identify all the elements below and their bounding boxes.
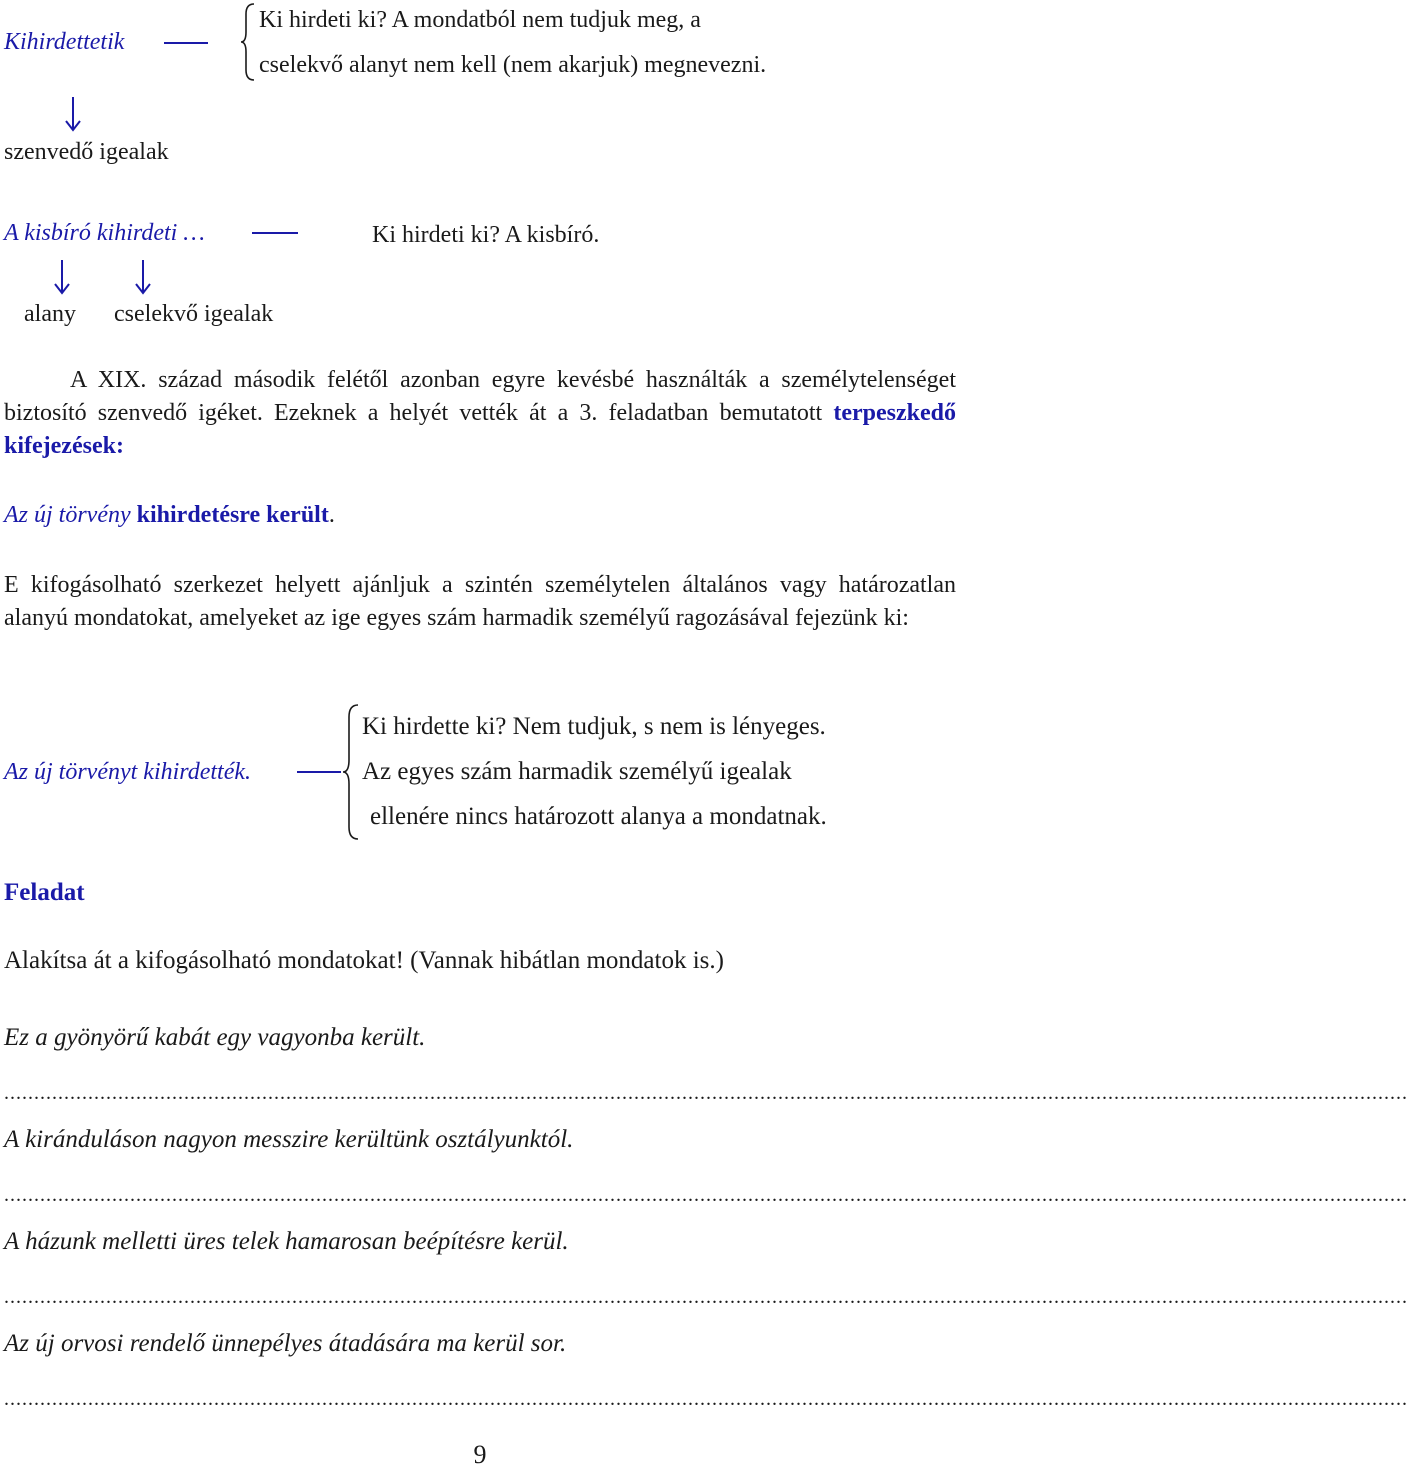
task-instruction: Alakítsa át a kifogásolható mondatokat! (Vannak hibátlan mondatok is.) [4, 947, 724, 974]
arrow-down-icon [133, 259, 153, 295]
brace-line-2: Az egyes szám harmadik személyű igealak [362, 758, 792, 785]
sentence-kihirdettek: Az új törvényt kihirdették. [4, 759, 252, 785]
task-heading: Feladat [4, 879, 85, 906]
answer-line[interactable]: .......................................................................................................................................................................................................................................... [4, 1286, 1408, 1308]
arrow-down-icon [63, 96, 83, 132]
label-cselekvo-igealak: cselekvő igealak [114, 301, 274, 327]
example-subject: Az új törvény [4, 502, 131, 528]
paragraph-recommendation: E kifogásolható szerkezet helyett ajánljuk a szintén személytelen általános vagy határozatlan alanyú mondatokat, amelyeket az ige egyes szám harmadik személyű ragozásával fejezünk ki: [4, 572, 956, 631]
highlight-terpeszkedo: terpeszkedő kifejezések: [4, 400, 956, 459]
connector-line [164, 42, 208, 44]
answer-kisbiro: Ki hirdeti ki? A kisbíró. [372, 222, 600, 248]
brace-line-1: Ki hirdette ki? Nem tudjuk, s nem is lényeges. [362, 713, 826, 740]
connector-line [297, 771, 341, 773]
sentence-kisbiro: A kisbíró kihirdeti … [4, 220, 205, 246]
curly-brace-icon [342, 702, 360, 842]
example-end: . [328, 502, 335, 528]
task-sentence-1: Ez a gyönyörű kabát egy vagyonba került. [4, 1024, 426, 1051]
answer-line[interactable]: .......................................................................................................................................................................................................................................... [4, 1388, 1408, 1410]
label-alany: alany [24, 301, 76, 327]
answer-line[interactable]: .......................................................................................................................................................................................................................................... [4, 1184, 1408, 1206]
answer-line[interactable]: .......................................................................................................................................................................................................................................... [4, 1082, 1408, 1104]
brace-line-1: Ki hirdeti ki? A mondatból nem tudjuk meg, a [259, 7, 701, 33]
page-number: 9 [473, 1440, 487, 1469]
arrow-down-icon [52, 259, 72, 295]
example-predicate: kihirdetésre került [136, 502, 329, 528]
task-sentence-4: Az új orvosi rendelő ünnepélyes átadására ma kerül sor. [4, 1330, 567, 1357]
task-sentence-2: A kiránduláson nagyon messzire kerültünk osztályunktól. [4, 1126, 574, 1153]
connector-line [252, 232, 298, 234]
label-szenvedo-igealak: szenvedő igealak [4, 139, 169, 165]
curly-brace-icon [240, 2, 256, 82]
task-sentence-3: A házunk melletti üres telek hamarosan beépítésre kerül. [4, 1228, 569, 1255]
brace-line-3: ellenére nincs határozott alanya a mondatnak. [370, 803, 827, 830]
paragraph-history-text: A XIX. század második felétől azonban egyre kevésbé használták a személytelenséget biztosító szenvedő igéket. Ezeknek a helyét vették át a 3. feladatban bemutatott [4, 367, 956, 426]
example-kihirdetesre [4, 500, 335, 530]
term-kihirdettetik: Kihirdettetik [4, 29, 125, 55]
brace-line-2: cselekvő alanyt nem kell (nem akarjuk) megnevezni. [259, 52, 767, 78]
paragraph-history [4, 364, 956, 463]
